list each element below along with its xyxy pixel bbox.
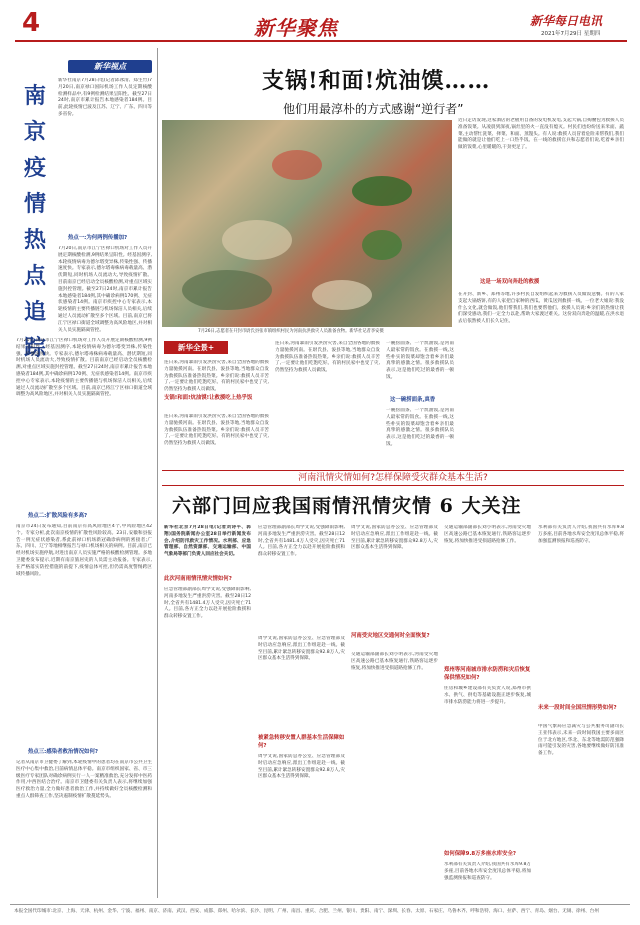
photo-blob bbox=[362, 230, 402, 260]
feature-title: 支锅!和面!炕油馍…… bbox=[262, 68, 491, 94]
sidebar-q1: 热点一:为何两例传播加? bbox=[68, 235, 128, 241]
headline-six-departments: 六部门回应我国雨情汛情灾情 6 大关注 bbox=[172, 495, 522, 517]
sidebar-body1: 7月20日,南京市江宁区禄口机场对工作人员开展定期核酸检测,9例结果呈阳性。经基因测序,本轮疫情病毒为德尔塔变异株,传染性强、传播速度快。专家表示,德尔塔毒株病毒载量高、潜伏期短,同时机场人员流动大,导致疫情扩散。目前南京已经启动全员核酸检测,对重点区域实施封控管理。截至27日24时,南京市累计报告本地感染者184例,其中确诊病例170例、无症状感染者14例。南京市疾控中心专家表示,本轮疫情的主要传播链与机场保洁人员相关,后续通过人员流动扩散至多个区域。目前,南京已将江宁区禄口街道全域调整为高风险地区,并对相关人员实施隔离管控。 bbox=[58, 246, 152, 333]
bottom-text1-col2: 应急管理部副部长周学文说,受强降雨影响,河南多地发生严重洪涝灾害。截至28日12时,全省共有1481.4万人受灾,因灾死亡71人。目前,各方正全力以赴开展抢险救援和群众转移安置工作。 bbox=[258, 525, 345, 558]
sidebar-lead: 新华社南京7月28日电(记者邱冰清、郑生竹)7月20日,南京禄口国际机场工作人员定期核酸检测样品中,有9例检测结果呈阳性。截至27日24时,南京市累计报告本地感染者184例。目前,此轮疫情已波及江苏、辽宁、广东、四川等多省份。 bbox=[58, 78, 152, 117]
photo-blob bbox=[272, 150, 322, 180]
column-divider bbox=[157, 48, 158, 898]
sidebar-body2: 南京市24日发布通知,目前南京有高风险地区4个,中风险地区42个。专家分析,此次南京疫情的扩散性风险较高。23日,安徽和县报告一例无症状感染者,系此前禄口机场新冠确诊病例的密接者;广东、四川、辽宁等地相继报告与禄口机场相关的病例。目前,南京已经对机场实施停航,对进出南京人员实施严格的核酸检测管理。多地卫健委发布提示,近期有南京旅居史的人员需主动报备。专家表示,在严格落实防控措施的前提下,疫情总体可控,但仍需高度警惕跨区域传播风险。 bbox=[16, 524, 152, 577]
sidebar-tag bbox=[68, 60, 152, 73]
feature-right-text: 近日走访发现,这家酒店的老板用自备的发电机发电,支起大锅,自掏腰包为救援人员准备饭菜。从凌晨到深夜,锅灶里的火一直没有熄灭。村民们也纷纷送来米面、蔬菜,主动帮忙洗菜、择菜、和面、蒸馒头。有人说:救援人员冒着危险来帮我们,我们能做的就是让他们吃上一口热乎饭。在一线的救援官兵和志愿者们说,吃着乡亲们做的饭菜,心里暖暖的,干劲更足了。 bbox=[458, 118, 624, 151]
title-char: 追 bbox=[23, 299, 46, 325]
feature-right-text2: 在开封、新乡、郑州等地,许多村民自发组织起来为救援人员做饭送餐。有的人家支起大锅烙饼,有的人家把自家种的西瓜、黄瓜送到救援一线。一位老大娘说:我没什么文化,就会做饭,他们帮我们,我们也要帮他们。救援人员说:乡亲们的热情让我们深受感动,我们一定全力以赴,帮助大家渡过难关。这份双向奔赴的温暖,在洪水退去后依然被人们长久记住。 bbox=[458, 292, 624, 325]
bottom-text6: 中国气象局应急减灾与公共服务司副司长王亚伟表示,未来一段时间我国主要多雨区位于北方地区,华北、东北等地需防范强降雨可能引发的灾害,各地要继续做好防汛准备工作。 bbox=[538, 724, 624, 757]
title-char: 点 bbox=[23, 263, 46, 289]
bottom-col4-text: 交通运输部副部长刘小明表示,河南受灾地区高速公路已基本恢复通行,铁路客运逐步恢复,将加快推进受损道路抢修工作。 bbox=[444, 525, 531, 544]
feature-right-sub: 这是一场双向奔赴的救援 bbox=[480, 279, 540, 285]
photo-blob bbox=[222, 220, 292, 260]
sidebar-title-vertical bbox=[20, 78, 50, 366]
title-char: 情 bbox=[23, 191, 46, 217]
bottom-text5: 水利部有关负责人介绍,我国共有水库9.8万多座,目前各地水库安全度汛总体平稳,将加强监测预报和巡查防守。 bbox=[444, 862, 531, 881]
bottom-sub1: 此次河南雨情汛情灾情如何? bbox=[164, 576, 232, 582]
bottom-col5-text: 水利部有关负责人介绍,我国共有水库9.8万多座,目前各地水库安全度汛总体平稳,将加强监测预报和巡查防守。 bbox=[538, 525, 624, 544]
bottom-sub6: 未来一段时间全国汛情形势如何? bbox=[538, 705, 617, 711]
section-title: 新华聚焦 bbox=[254, 16, 338, 40]
mid-text-col2: 连日来,河南暴雨引发洪涝灾害,来自全国各地的救援力量驰援河南。在尉氏县、浚县等地,当地群众自发为救援队伍准备热饭热菜。乡亲们说:救援人员辛苦了,一定要让他们吃饱吃好。有的村民家中也受了灾,仍然坚持为救援人员做饭。 bbox=[275, 341, 380, 374]
bottom-text2: 周学文说,国家防总办公室、应急管理部及时启动应急响应,派出工作组赶赴一线。截至目前,累计紧急转移安置群众92.8万人,灾区群众基本生活得到保障。 bbox=[258, 754, 345, 780]
title-char: 疫 bbox=[23, 155, 46, 181]
paper-name: 新华每日电讯 bbox=[530, 14, 603, 28]
bottom-sub4: 郑州等河南城市排水防涝和灾后恢复保供情况如何? bbox=[444, 667, 531, 681]
sidebar-body3: 记者从南京市卫健委了解到,本轮疫情中的患者均在南京市公共卫生医疗中心集中救治,目前病情总体平稳。南京市组织国家、省、市三级医疗专家团队对确诊病例实行一人一案精准救治,充分发挥中医药作用,中西医结合治疗。南京市卫健委有关负责人表示,将继续加强医疗救治力量,全力做好患者救治工作,并持续做好全员核酸检测和重点人群筛查工作,坚决遏制疫情扩散蔓延势头。 bbox=[16, 760, 152, 799]
sidebar bbox=[16, 48, 153, 898]
mid-text-cont: 连日来,河南暴雨引发洪涝灾害,来自全国各地的救援力量驰援河南。在尉氏县、浚县等地,当地群众自发为救援队伍准备热饭热菜。乡亲们说:救援人员辛苦了,一定要让他们吃饱吃好。有的村民家中也受了灾,仍然坚持为救援人员做饭。 bbox=[164, 414, 269, 447]
mid-text2-cont: 一碗捞面条、一个炕油馍,是河南人最家常的饭食。在救援一线,这些朴实的饭菜却饱含着乡亲们最真挚的感激之情。很多救援队员表示,这是他们吃过的最香的一顿饭。 bbox=[386, 408, 454, 447]
title-char: 热 bbox=[23, 227, 46, 253]
feature-photo bbox=[162, 120, 452, 327]
tag-quanjing bbox=[164, 341, 228, 354]
photo-blob bbox=[312, 280, 372, 310]
mid-sub2: 这一碗捞面条,真香 bbox=[390, 397, 436, 403]
footer-print-cities: 本报全国代印城市:北京、上海、天津、杭州、金华、宁波、福州、南京、济南、武汉、西安、成都、郑州、哈尔滨、长沙、昆明、广州、南昌、重庆、合肥、兰州、银川、贵阳、南宁、深圳、长春、太原、石家庄、乌鲁木齐、呼和浩特、海口、拉萨、西宁、青岛、烟台、无锡、徐州、台州 bbox=[14, 909, 599, 914]
title-char: 京 bbox=[23, 119, 46, 145]
page-number: 4 bbox=[22, 8, 41, 38]
sidebar-tag-label: 新华视点 bbox=[94, 62, 126, 71]
question-bar bbox=[162, 470, 624, 486]
bottom-sub5: 如何保障9.8万多座水库安全? bbox=[444, 851, 516, 857]
bottom-sub2: 被紧急转移安置人群基本生活保障如何? bbox=[258, 735, 345, 749]
sidebar-q2: 热点二:扩散风险有多高? bbox=[28, 513, 88, 519]
mid-sub: 支锅!和面!炕油馍!让救援吃上热乎饭 bbox=[164, 395, 253, 401]
photo-caption: 7月26日,志愿者在开封市尉氏县张市镇组织村民为河南抗洪救灾人员准备食物。新华社记者李安摄 bbox=[198, 329, 384, 334]
mid-text2: 一碗捞面条、一个炕油馍,是河南人最家常的饭食。在救援一线,这些朴实的饭菜却饱含着乡亲们最真挚的感激之情。很多救援队员表示,这是他们吃过的最香的一顿饭。 bbox=[386, 341, 454, 380]
sidebar-body1-cont: 7月20日,南京市江宁区禄口机场对工作人员开展定期核酸检测,9例结果呈阳性。经基因测序,本轮疫情病毒为德尔塔变异株,传染性强、传播速度快。专家表示,德尔塔毒株病毒载量高、潜伏期短,同时机场人员流动大,导致疫情扩散。目前南京已经启动全员核酸检测,对重点区域实施封控管理。截至27日24时,南京市累计报告本地感染者184例,其中确诊病例170例、无症状感染者14例。南京市疾控中心专家表示,本轮疫情的主要传播链与机场保洁人员相关,后续通过人员流动扩散至多个区域。目前,南京已将江宁区禄口街道全域调整为高风险地区,并对相关人员实施隔离管控。 bbox=[16, 338, 152, 398]
bottom-col3-text: 周学文说,国家防总办公室、应急管理部及时启动应急响应,派出工作组赶赴一线。截至目前,累计紧急转移安置群众92.8万人,灾区群众基本生活得到保障。 bbox=[351, 525, 438, 551]
bottom-text3: 交通运输部副部长刘小明表示,河南受灾地区高速公路已基本恢复通行,铁路客运逐步恢复,将加快推进受损道路抢修工作。 bbox=[351, 652, 438, 671]
sidebar-q3: 热点三:感染者救治情况如何? bbox=[28, 749, 98, 755]
tag-quanjing-label: 新华全景+ bbox=[177, 343, 215, 352]
footer-rule bbox=[10, 904, 630, 905]
photo-blob bbox=[352, 176, 412, 206]
date-line: 2021年7月29日 星期四 bbox=[541, 31, 601, 37]
title-char: 南 bbox=[23, 83, 46, 109]
header-rule bbox=[15, 40, 627, 42]
question-bar-text: 河南汛情灾情如何?怎样保障受灾群众基本生活? bbox=[298, 473, 488, 483]
bottom-sub3: 河南受灾地区交通何时全面恢复? bbox=[351, 633, 430, 639]
title-char: 踪 bbox=[23, 335, 46, 361]
bottom-text1: 应急管理部副部长周学文说,受强降雨影响,河南多地发生严重洪涝灾害。截至28日12时,全省共有1481.4万人受灾,因灾死亡71人。目前,各方正全力以赴开展抢险救援和群众转移安置工作。 bbox=[164, 587, 251, 620]
bottom-lead: 新华社北京7月28日电(记者刘诗平、郭翔)国务院新闻办公室28日举行新闻发布会,介绍防汛救灾工作情况。水利部、应急管理部、自然资源部、交通运输部、中国气象局等部门负责人回应社会关切。 bbox=[164, 525, 251, 558]
bottom-text2-pre: 周学文说,国家防总办公室、应急管理部及时启动应急响应,派出工作组赶赴一线。截至目前,累计紧急转移安置群众92.8万人,灾区群众基本生活得到保障。 bbox=[258, 636, 345, 662]
page-header bbox=[0, 0, 640, 40]
feature-subtitle: 他们用最淳朴的方式感谢“逆行者” bbox=[283, 102, 464, 116]
bottom-text4: 住房和城乡建设部有关负责人说,郑州市供水、供气、供电等基础设施正逐步恢复,城市排水防涝能力将进一步提升。 bbox=[444, 686, 531, 705]
mid-text: 连日来,河南暴雨引发洪涝灾害,来自全国各地的救援力量驰援河南。在尉氏县、浚县等地,当地群众自发为救援队伍准备热饭热菜。乡亲们说:救援人员辛苦了,一定要让他们吃饱吃好。有的村民家中也受了灾,仍然坚持为救援人员做饭。 bbox=[164, 360, 269, 392]
photo-blob bbox=[182, 270, 272, 310]
